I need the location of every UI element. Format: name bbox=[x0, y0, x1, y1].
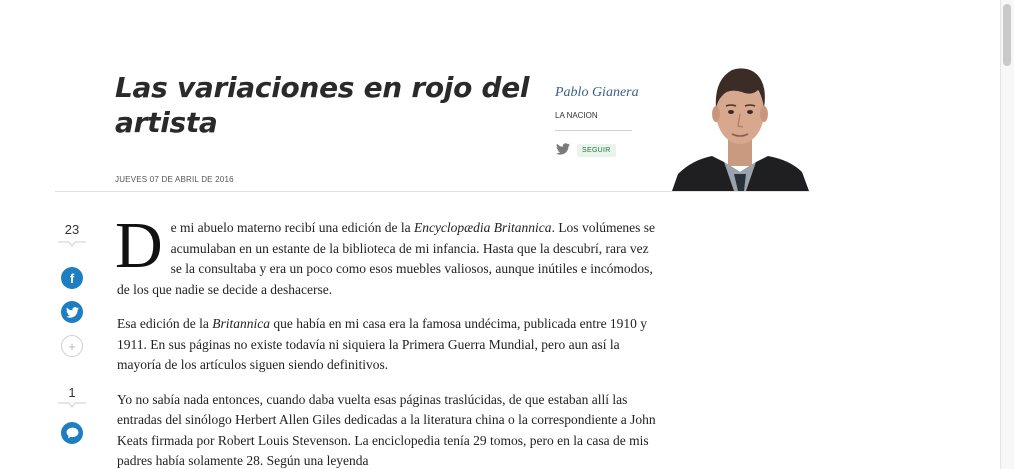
article-paragraph: Yo no sabía nada entonces, cuando daba vuelta esas páginas traslúcidas, de que estaban allí las entradas del sinólogo Herbert Allen Giles dedicadas a la literatura china o la correspondiente a John Keats firmada por Robert Louis Stevenson. La enciclopedia tenía 29 tomos, pero en la casa de mis padres había solamente 28. Según una leyenda bbox=[117, 391, 656, 468]
page-scrollbar[interactable] bbox=[1000, 0, 1014, 469]
article-body bbox=[115, 209, 662, 469]
chevron-down-icon bbox=[58, 241, 86, 249]
plus-icon: + bbox=[68, 338, 76, 354]
article-paragraph bbox=[117, 314, 662, 376]
drop-cap: D bbox=[115, 209, 163, 282]
article-paragraph bbox=[115, 209, 662, 300]
follow-button[interactable]: SEGUIR bbox=[577, 144, 616, 157]
author-name[interactable]: Pablo Gianera bbox=[555, 85, 639, 100]
paragraph-text: . Los volúmenes se acumulaban en un estante de la biblioteca de mi infancia. Hasta que la descubrí, rara vez se la consultaba y era un poco como esos muebles valiosos, aunque inútiles e incómodos, de los que nadie se decide a deshacerse. bbox=[117, 220, 656, 297]
facebook-icon: f bbox=[69, 270, 75, 286]
article-title: Las variaciones en rojo del artista bbox=[115, 71, 530, 139]
twitter-icon[interactable] bbox=[556, 143, 570, 155]
paragraph-text: Esa edición de la bbox=[117, 316, 213, 331]
more-share-button[interactable] bbox=[61, 335, 83, 357]
emphasized-title: Britannica bbox=[212, 316, 270, 331]
comments-button[interactable] bbox=[61, 422, 83, 444]
chevron-down-icon bbox=[58, 402, 86, 410]
comment-icon bbox=[66, 427, 79, 439]
header-divider bbox=[55, 191, 810, 192]
scrollbar-thumb[interactable] bbox=[1003, 4, 1011, 66]
paragraph-text: e mi abuelo materno recibí una edición de la bbox=[170, 220, 414, 235]
author-photo bbox=[672, 62, 809, 191]
author-outlet: LA NACION bbox=[555, 111, 598, 120]
twitter-share-button[interactable] bbox=[61, 301, 83, 323]
comment-count: 1 bbox=[68, 385, 76, 400]
twitter-icon bbox=[66, 307, 79, 318]
article-date: JUEVES 07 DE ABRIL DE 2016 bbox=[115, 175, 234, 184]
share-count: 23 bbox=[64, 222, 80, 237]
paragraph-text: que había en mi casa era la famosa undécima, publicada entre 1910 y 1911. En sus páginas no existe todavía ni siquiera la Primera Guerra Mundial, pero aun así la mayoría de los artículos siguen siendo definitivos. bbox=[117, 316, 648, 372]
facebook-share-button[interactable] bbox=[61, 267, 83, 289]
emphasized-title: Encyclopædia Britannica bbox=[413, 220, 552, 235]
author-divider bbox=[555, 130, 632, 131]
